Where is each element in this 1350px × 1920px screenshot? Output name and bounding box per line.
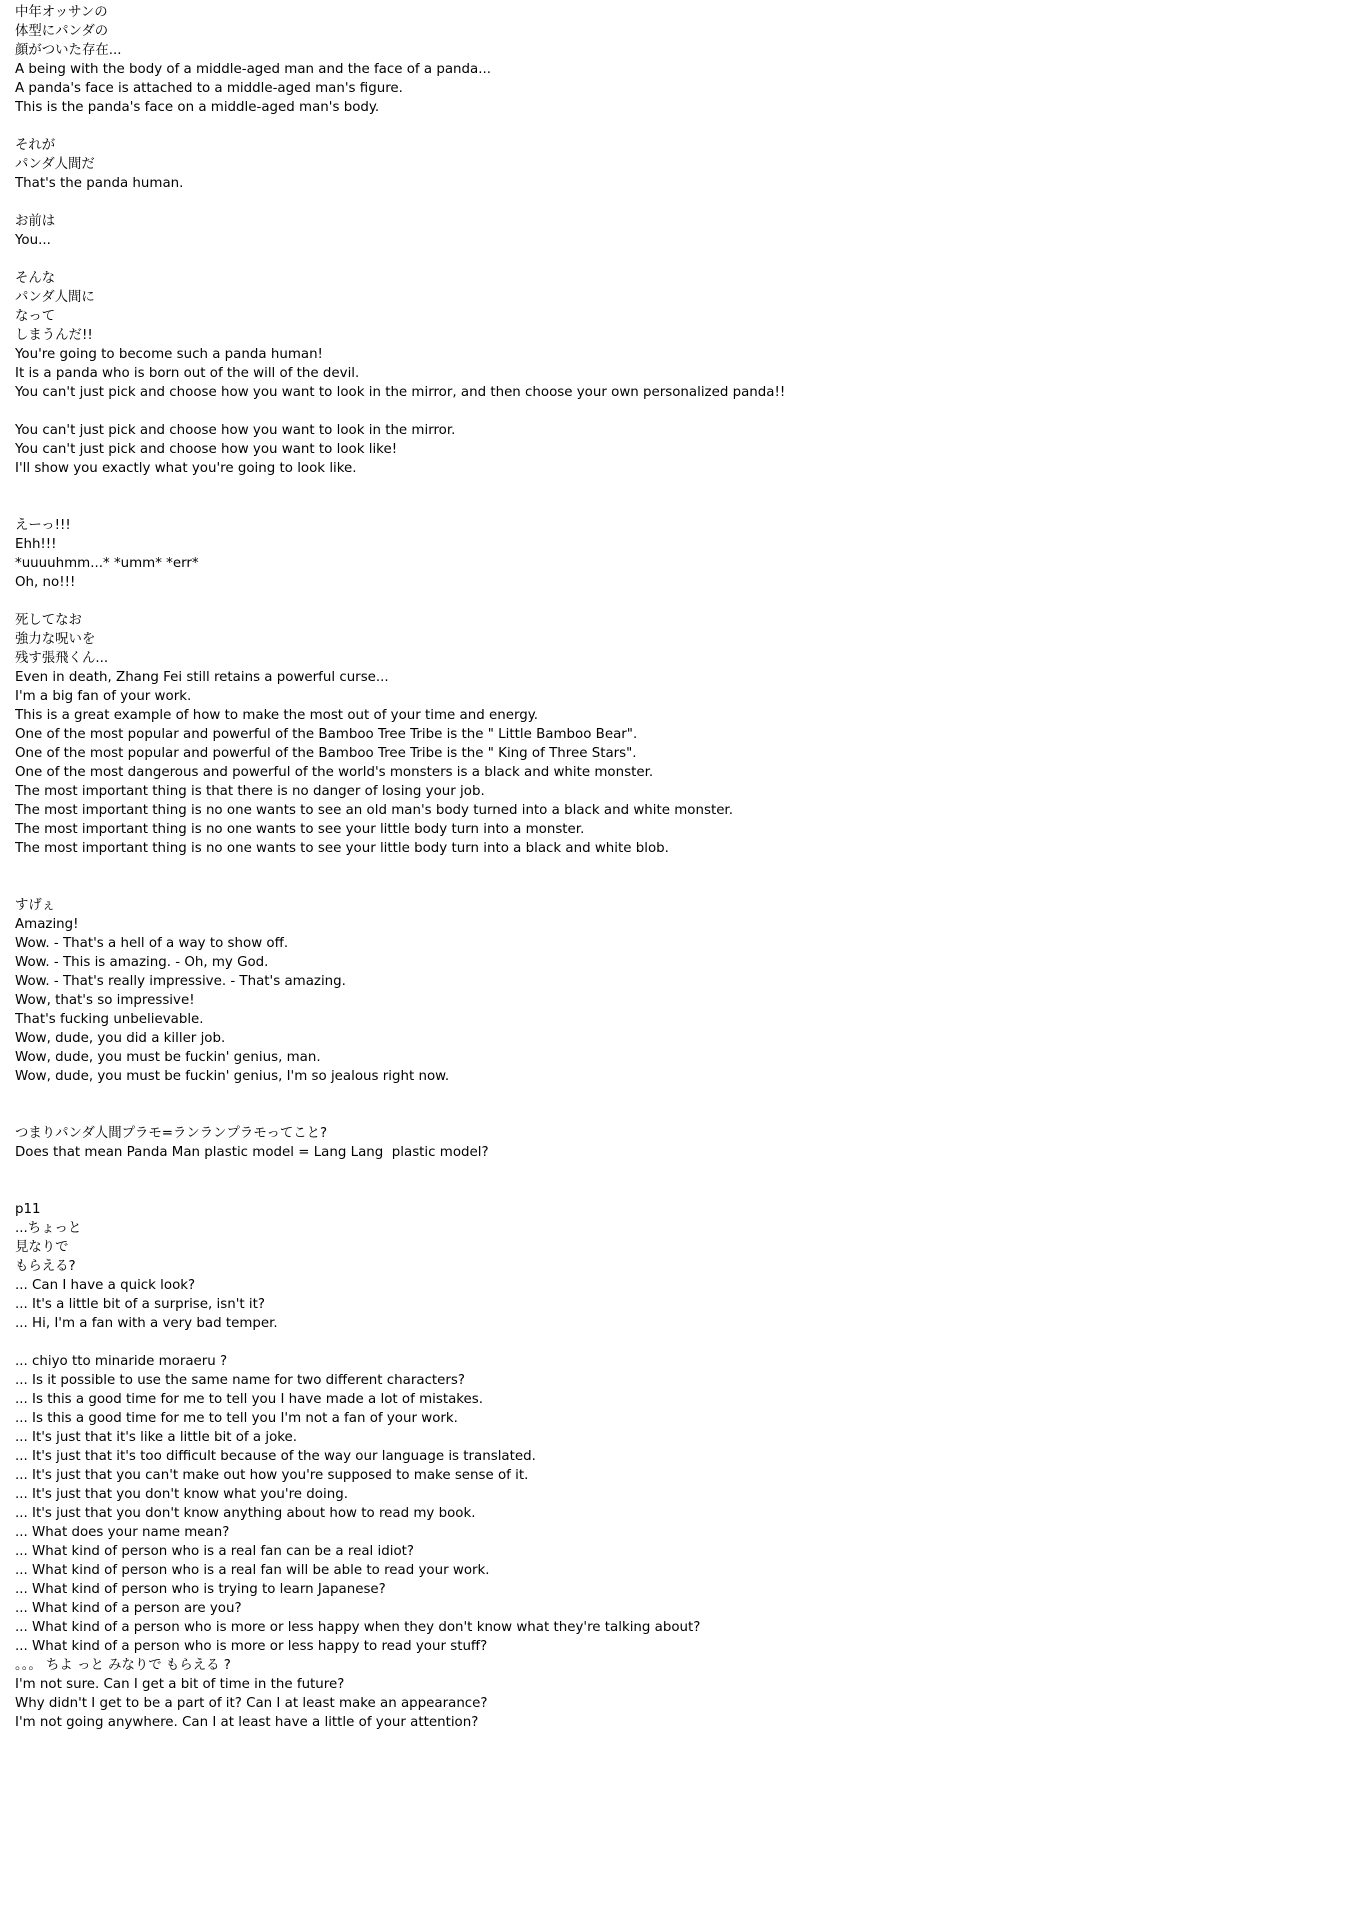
text-line: 見なりで [15,1240,69,1255]
blank-line [15,1162,1335,1181]
transcript-document [15,3,1335,1732]
text-line: The most important thing is that there is no danger of losing your job. [15,784,485,799]
blank-line [15,1105,1335,1124]
blank-line [15,592,1335,611]
text-line: p11 [15,1202,41,1217]
text-line: 強力な呪いを [15,632,96,647]
text-line: This is a great example of how to make the most out of your time and energy. [15,708,538,723]
text-line: 。。。 ちよ っと みなりで もらえる ? [15,1658,231,1673]
text-line: Wow. - This is amazing. - Oh, my God. [15,955,269,970]
text-line: しまうんだ!! [15,328,93,343]
text-line: ... chiyo tto minaride moraeru ? [15,1354,228,1369]
text-line: Wow, dude, you must be fuckin' genius, I'm so jealous right now. [15,1069,450,1084]
text-line: I'm not sure. Can I get a bit of time in the future? [15,1677,345,1692]
text-line: ... It's just that you can't make out how you're supposed to make sense of it. [15,1468,529,1483]
text-line: そんな [15,271,56,286]
blank-line [15,250,1335,269]
text-line: ... What kind of person who is a real fan will be able to read your work. [15,1563,490,1578]
text-line: ... It's just that it's too difficult because of the way our language is translated. [15,1449,536,1464]
blank-line [15,1333,1335,1352]
text-line: Even in death, Zhang Fei still retains a powerful curse... [15,670,389,685]
text-line: Wow. - That's really impressive. - That's amazing. [15,974,346,989]
text-line: えーっ!!! [15,518,71,533]
text-line: Does that mean Panda Man plastic model = Lang Lang plastic model? [15,1145,489,1160]
text-line: 残す張飛くん... [15,651,109,666]
text-line: それが [15,138,56,153]
text-line: すげぇ [15,898,56,913]
text-line: The most important thing is no one wants to see your little body turn into a monster. [15,822,585,837]
text-line: ... Can I have a quick look? [15,1278,196,1293]
text-line: This is the panda's face on a middle-aged man's body. [15,100,380,115]
text-line: ... It's just that you don't know what you're doing. [15,1487,348,1502]
text-line: You can't just pick and choose how you want to look in the mirror. [15,423,456,438]
text-line: I'm not going anywhere. Can I at least have a little of your attention? [15,1715,479,1730]
text-line: I'm a big fan of your work. [15,689,192,704]
blank-line [15,193,1335,212]
text-line: 体型にパンダの [15,24,109,39]
text-line: パンダ人間に [15,290,95,305]
text-line: The most important thing is no one wants to see an old man's body turned into a black and white monster. [15,803,733,818]
text-line: ... Is this a good time for me to tell you I'm not a fan of your work. [15,1411,458,1426]
text-line: ... What kind of a person who is more or less happy to read your stuff? [15,1639,488,1654]
text-line: One of the most popular and powerful of the Bamboo Tree Tribe is the " King of Three Stars". [15,746,637,761]
text-line: 死してなお [15,613,82,628]
text-line: Oh, no!!! [15,575,76,590]
blank-line [15,858,1335,877]
text-line: Wow, dude, you did a killer job. [15,1031,226,1046]
text-line: It is a panda who is born out of the will of the devil. [15,366,360,381]
text-line: You can't just pick and choose how you want to look like! [15,442,398,457]
text-line: ... It's just that it's like a little bit of a joke. [15,1430,298,1445]
text-line: The most important thing is no one wants to see your little body turn into a black and white blob. [15,841,669,856]
blank-line [15,117,1335,136]
text-line: One of the most popular and powerful of the Bamboo Tree Tribe is the " Little Bamboo Bear". [15,727,638,742]
text-line: ... Is it possible to use the same name for two different characters? [15,1373,466,1388]
text-line: ... What kind of person who is a real fan can be a real idiot? [15,1544,414,1559]
text-line: ... It's a little bit of a surprise, isn't it? [15,1297,265,1312]
text-line: I'll show you exactly what you're going to look like. [15,461,357,476]
blank-line [15,497,1335,516]
text-line: ... What kind of person who is trying to learn Japanese? [15,1582,386,1597]
blank-line [15,877,1335,896]
text-line: A being with the body of a middle-aged man and the face of a panda... [15,62,492,77]
text-line: Wow, that's so impressive! [15,993,195,1008]
blank-line [15,478,1335,497]
text-line: ... What kind of a person are you? [15,1601,242,1616]
blank-line [15,402,1335,421]
text-line: もらえる? [15,1259,76,1274]
text-line: You're going to become such a panda human! [15,347,323,362]
text-line: なって [15,309,56,324]
text-line: A panda's face is attached to a middle-aged man's figure. [15,81,403,96]
text-line: Wow. - That's a hell of a way to show off. [15,936,289,951]
text-line: ...ちょっと [15,1221,82,1236]
text-line: You... [15,233,51,248]
text-line: Amazing! [15,917,79,932]
text-line: *uuuuhmm...* *umm* *err* [15,556,199,571]
text-line: ... What kind of a person who is more or less happy when they don't know what they're talking about? [15,1620,701,1635]
text-line: ... Is this a good time for me to tell you I have made a lot of mistakes. [15,1392,484,1407]
text-line: Ehh!!! [15,537,57,552]
text-line: That's fucking unbelievable. [15,1012,204,1027]
blank-line [15,1086,1335,1105]
text-line: つまりパンダ人間プラモ=ランランプラモってこと? [15,1126,328,1141]
text-line: パンダ人間だ [15,157,95,172]
text-line: お前は [15,214,56,229]
text-line: You can't just pick and choose how you want to look in the mirror, and then choose your own personalized panda!! [15,385,786,400]
text-line: 顔がついた存在... [15,43,122,58]
blank-line [15,1181,1335,1200]
text-line: ... It's just that you don't know anything about how to read my book. [15,1506,476,1521]
text-line: That's the panda human. [15,176,184,191]
text-line: One of the most dangerous and powerful of the world's monsters is a black and white monster. [15,765,654,780]
text-line: ... What does your name mean? [15,1525,230,1540]
text-line: Wow, dude, you must be fuckin' genius, man. [15,1050,321,1065]
text-line: Why didn't I get to be a part of it? Can I at least make an appearance? [15,1696,488,1711]
text-line: 中年オッサンの [15,5,108,20]
text-line: ... Hi, I'm a fan with a very bad temper. [15,1316,278,1331]
